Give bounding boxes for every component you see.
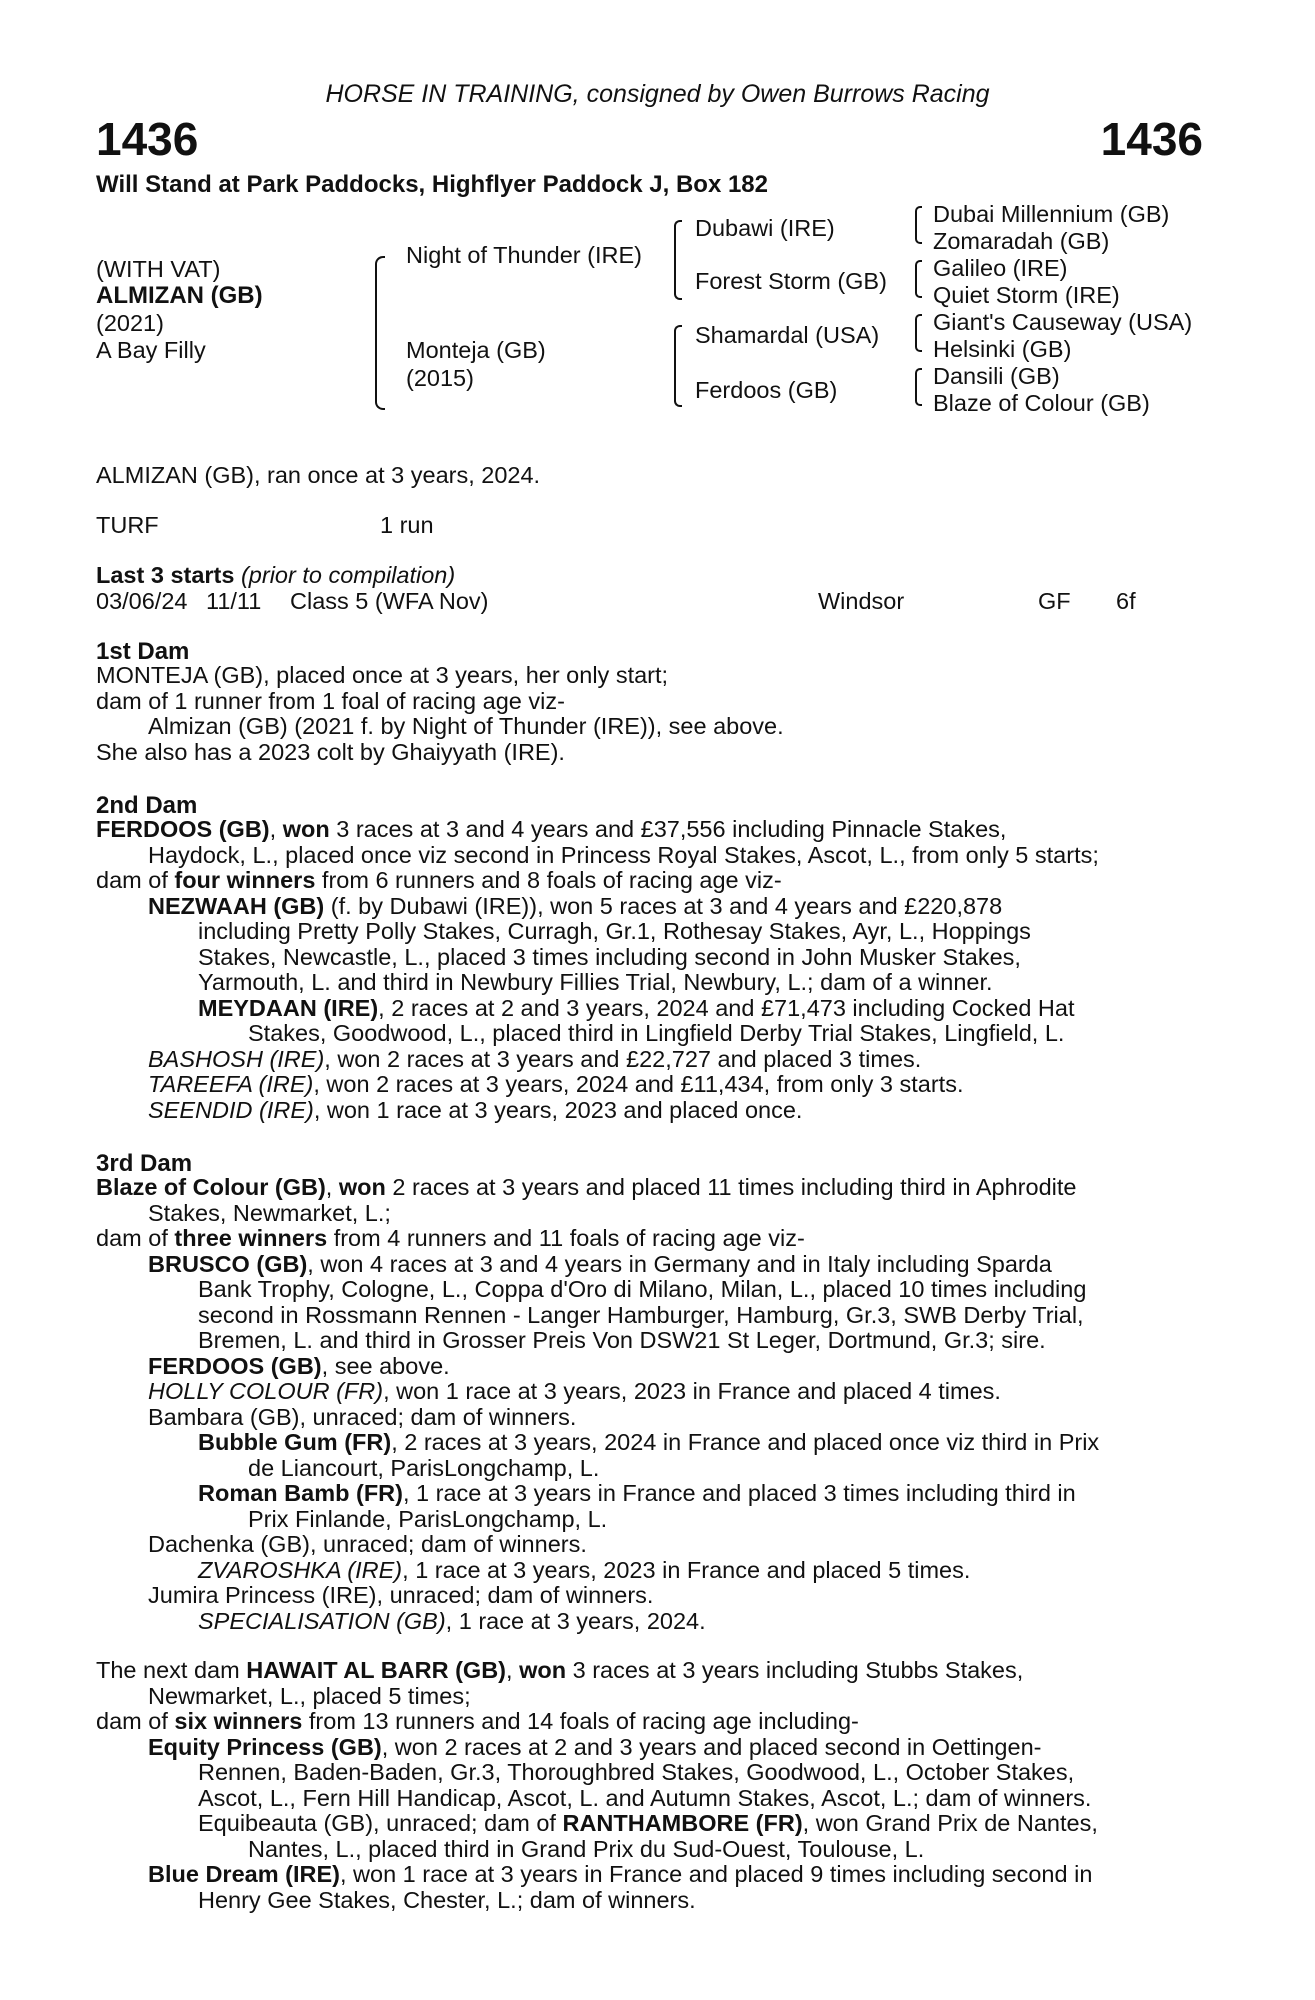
start-course: Windsor <box>818 588 905 614</box>
next-dam-line: Newmarket, L., placed 5 times; <box>148 1682 471 1709</box>
start-class: Class 5 (WFA Nov) <box>290 588 489 614</box>
next-dam-line: Nantes, L., placed third in Grand Prix du Sud-Ouest, Toulouse, L. <box>248 1835 925 1862</box>
start-distance: 6f <box>1116 588 1136 614</box>
first-dam-section <box>96 663 1206 765</box>
pedigree-dam-dam: Ferdoos (GB) <box>695 377 838 403</box>
line-text: , won 2 races at 3 years and £22,727 and placed 3 times. <box>324 1045 922 1072</box>
horse-sex: A Bay Filly <box>96 337 206 363</box>
third-dam-line <box>96 1558 1206 1584</box>
pedigree-brace-dd <box>915 368 922 406</box>
pedigree-dam-sire: Shamardal (USA) <box>695 322 880 348</box>
next-dam-line <box>96 1658 1206 1684</box>
horse-name-italic: SEENDID (IRE) <box>148 1096 314 1123</box>
second-dam-line: Stakes, Goodwood, L., placed third in Lingfield Derby Trial Stakes, Lingfield, L. <box>248 1020 1065 1046</box>
third-dam-title: 3rd Dam <box>96 1150 193 1177</box>
third-dam-line: Bank Trophy, Cologne, L., Coppa d'Oro di Milano, Milan, L., placed 10 times including <box>198 1276 1087 1302</box>
third-dam-line: de Liancourt, ParisLongchamp, L. <box>248 1454 600 1481</box>
second-dam-line: Yarmouth, L. and third in Newbury Fillies Trial, Newbury, L.; dam of a winner. <box>198 969 993 995</box>
horse-name-italic: TAREEFA (IRE) <box>148 1071 314 1097</box>
horse-name-bold: FERDOOS (GB) <box>148 1352 322 1379</box>
second-dam-line <box>96 894 1206 920</box>
line-text: 3 races at 3 years including Stubbs Stakes, <box>566 1657 1024 1683</box>
line-text: , won 2 races at 3 years, 2024 and £11,434, from only 3 starts. <box>313 1071 964 1097</box>
third-dam-line <box>96 1609 1206 1635</box>
third-dam-section <box>96 1175 1206 1634</box>
winners-count: three winners <box>174 1225 328 1251</box>
line-text: , won 2 races at 2 and 3 years and placed second in Oettingen- <box>381 1733 1042 1760</box>
second-dam-title: 2nd Dam <box>96 792 198 819</box>
next-dam-line <box>96 1709 1206 1735</box>
line-text: , 2 races at 3 years, 2024 in France and placed once viz third in Prix <box>391 1429 1100 1455</box>
last-starts-title: Last 3 starts <box>96 562 235 588</box>
third-dam-line <box>96 1252 1206 1278</box>
third-dam-line: Prix Finlande, ParisLongchamp, L. <box>248 1505 608 1532</box>
next-dam-line: Rennen, Baden-Baden, Gr.3, Thoroughbred Stakes, Goodwood, L., October Stakes, <box>198 1759 1075 1785</box>
pedigree-dam-year: (2015) <box>406 365 474 391</box>
first-dam-line: MONTEJA (GB), placed once at 3 years, her only start; <box>96 662 669 688</box>
horse-name-bold: Bubble Gum (FR) <box>198 1429 392 1455</box>
third-dam-line: second in Rossmann Rennen - Langer Hamburger, Hamburg, Gr.3, SWB Derby Trial, <box>198 1301 1084 1328</box>
third-dam-line <box>96 1430 1206 1456</box>
pedigree-dss: Giant's Causeway (USA) <box>933 309 1193 335</box>
line-text: dam of <box>96 1708 175 1734</box>
line-text: from 13 runners and 14 foals of racing age including- <box>302 1708 859 1734</box>
line-text: , won 1 race at 3 years, 2023 in France and placed 4 times. <box>383 1378 1001 1404</box>
surface-runs: 1 run <box>380 512 434 538</box>
horse-name-bold: FERDOOS (GB) <box>96 816 270 842</box>
horse-name-bold: HAWAIT AL BARR (GB) <box>246 1657 507 1683</box>
pedigree-dds: Dansili (GB) <box>933 363 1060 389</box>
pedigree-brace-sd <box>915 260 922 298</box>
pedigree-ssd: Zomaradah (GB) <box>933 228 1110 254</box>
horse-name-bold: NEZWAAH (GB) <box>148 892 325 919</box>
second-dam-line: FERDOOS (GB), won 3 races at 3 and 4 years and £37,556 including Pinnacle Stakes, <box>96 816 1007 842</box>
won-label: won <box>519 1657 567 1683</box>
next-dam-line <box>96 1811 1206 1837</box>
line-text: 3 races at 3 and 4 years and £37,556 including Pinnacle Stakes, <box>329 816 1007 842</box>
pedigree-brace-ss <box>915 206 922 244</box>
line-text: (f. by Dubawi (IRE)), won 5 races at 3 and 4 years and £220,878 <box>324 892 1003 919</box>
second-dam-line <box>96 1098 1206 1124</box>
first-dam-line: She also has a 2023 colt by Ghaiyyath (IRE). <box>96 738 565 765</box>
horse-name-bold: RANTHAMBORE (FR) <box>562 1810 803 1836</box>
horse-year: (2021) <box>96 310 164 336</box>
third-dam-line <box>96 1226 1206 1252</box>
line-text: , see above. <box>321 1352 450 1379</box>
third-dam-line: Bremen, L. and third in Grosser Preis Von DSW21 St Leger, Dortmund, Gr.3; sire. <box>198 1327 1046 1353</box>
vat-label: (WITH VAT) <box>96 256 221 282</box>
lot-number-right: 1436 <box>1100 113 1203 165</box>
first-dam-line: dam of 1 runner from 1 foal of racing age viz- <box>96 687 565 714</box>
third-dam-line: Blaze of Colour (GB), won 2 races at 3 years and placed 11 times including third in Aphrodite <box>96 1174 1077 1200</box>
third-dam-line: Stakes, Newmarket, L.; <box>148 1199 391 1226</box>
horse-name-bold: MEYDAAN (IRE) <box>198 994 379 1021</box>
second-dam-line: Haydock, L., placed once viz second in Princess Royal Stakes, Ascot, L., from only 5 starts; <box>148 841 1099 868</box>
won-label: won <box>338 1174 386 1200</box>
horse-name-bold: Equity Princess (GB) <box>148 1733 382 1760</box>
line-text: , 1 race at 3 years, 2024. <box>445 1607 706 1634</box>
second-dam-line <box>96 996 1206 1022</box>
pedigree-brace-ds <box>915 314 922 352</box>
lot-number-left: 1436 <box>96 113 199 165</box>
pedigree-ddd: Blaze of Colour (GB) <box>933 390 1150 416</box>
pedigree-brace-dam <box>674 325 682 407</box>
horse-name-italic: ZVAROSHKA (IRE) <box>198 1556 403 1583</box>
second-dam-line <box>96 868 1206 894</box>
consignment-header: HORSE IN TRAINING, consigned by Owen Burrows Racing <box>325 80 990 108</box>
horse-name-bold: Blaze of Colour (GB) <box>96 1174 326 1200</box>
pedigree-sss: Dubai Millennium (GB) <box>933 201 1170 227</box>
last-starts-note: (prior to compilation) <box>240 562 456 588</box>
line-text: dam of <box>96 1225 175 1251</box>
pedigree-sire-dam: Forest Storm (GB) <box>695 268 887 294</box>
next-dam-line: Ascot, L., Fern Hill Handicap, Ascot, L. and Autumn Stakes, Ascot, L.; dam of winners. <box>198 1784 1092 1811</box>
third-dam-line <box>96 1379 1206 1405</box>
first-dam-title: 1st Dam <box>96 638 190 665</box>
pedigree-brace-sire <box>674 220 682 300</box>
line-text: from 6 runners and 8 foals of racing age viz- <box>315 867 782 893</box>
horse-name-bold: Roman Bamb (FR) <box>198 1480 403 1506</box>
third-dam-line: Dachenka (GB), unraced; dam of winners. <box>148 1531 587 1557</box>
next-dam-line: Henry Gee Stakes, Chester, L.; dam of winners. <box>198 1886 696 1913</box>
line-text: The next dam <box>96 1657 247 1683</box>
next-dam-line <box>96 1862 1206 1888</box>
line-text: dam of <box>96 867 175 893</box>
pedigree-sds: Galileo (IRE) <box>933 255 1068 281</box>
horse-name-bold: BRUSCO (GB) <box>148 1250 308 1277</box>
line-text: , won 1 race at 3 years in France and placed 9 times including second in <box>339 1861 1093 1887</box>
pedigree-dsd: Helsinki (GB) <box>933 336 1072 362</box>
line-text: , won Grand Prix de Nantes, <box>802 1810 1098 1836</box>
race-summary: ALMIZAN (GB), ran once at 3 years, 2024. <box>96 462 541 488</box>
last-starts-heading <box>96 562 455 589</box>
second-dam-line <box>96 1047 1206 1073</box>
winners-count: six winners <box>174 1708 303 1734</box>
second-dam-line <box>96 1072 1206 1098</box>
pedigree-dam: Monteja (GB) <box>406 337 546 363</box>
second-dam-line: including Pretty Polly Stakes, Curragh, Gr.1, Rothesay Stakes, Ayr, L., Hoppings <box>198 918 1031 944</box>
line-text: , 1 race at 3 years, 2023 in France and placed 5 times. <box>402 1556 971 1583</box>
pedigree-sire-sire: Dubawi (IRE) <box>695 215 835 241</box>
pedigree-brace-main <box>375 256 385 410</box>
horse-name: ALMIZAN (GB) <box>96 282 263 309</box>
next-dam-line <box>96 1735 1206 1761</box>
start-date: 03/06/24 <box>96 588 188 614</box>
first-dam-line: Almizan (GB) (2021 f. by Night of Thunder (IRE)), see above. <box>148 713 784 739</box>
line-text: , won 1 race at 3 years, 2023 and placed once. <box>313 1096 803 1123</box>
stand-location: Will Stand at Park Paddocks, Highflyer Paddock J, Box 182 <box>96 171 768 198</box>
next-dam-section <box>96 1658 1206 1913</box>
second-dam-section <box>96 817 1206 1123</box>
line-text: from 4 runners and 11 foals of racing age viz- <box>327 1225 805 1251</box>
pedigree-sdd: Quiet Storm (IRE) <box>933 282 1120 308</box>
horse-name-bold: Blue Dream (IRE) <box>148 1861 340 1887</box>
horse-name-italic: SPECIALISATION (GB) <box>198 1607 446 1634</box>
horse-name-italic: BASHOSH (IRE) <box>148 1045 325 1072</box>
second-dam-line: Stakes, Newcastle, L., placed 3 times including second in John Musker Stakes, <box>198 943 1021 970</box>
line-text: Equibeauta (GB), unraced; dam of <box>198 1810 563 1836</box>
third-dam-line: Jumira Princess (IRE), unraced; dam of winners. <box>148 1582 654 1608</box>
third-dam-line <box>96 1481 1206 1507</box>
line-text: , 1 race at 3 years in France and placed 3 times including third in <box>402 1480 1076 1506</box>
winners-count: four winners <box>174 867 316 893</box>
horse-name-italic: HOLLY COLOUR (FR) <box>148 1378 384 1404</box>
start-going: GF <box>1038 588 1071 614</box>
third-dam-line <box>96 1354 1206 1380</box>
third-dam-line: Bambara (GB), unraced; dam of winners. <box>148 1403 577 1430</box>
surface-label: TURF <box>96 512 159 538</box>
line-text: 2 races at 3 years and placed 11 times including third in Aphrodite <box>385 1174 1077 1200</box>
line-text: , 2 races at 2 and 3 years, 2024 and £71,473 including Cocked Hat <box>378 994 1075 1021</box>
line-text: , <box>506 1657 520 1683</box>
won-label: won <box>282 816 330 842</box>
start-position: 11/11 <box>206 588 262 614</box>
pedigree-sire: Night of Thunder (IRE) <box>406 242 642 268</box>
line-text: , won 4 races at 3 and 4 years in Germany and in Italy including Sparda <box>307 1250 1052 1277</box>
